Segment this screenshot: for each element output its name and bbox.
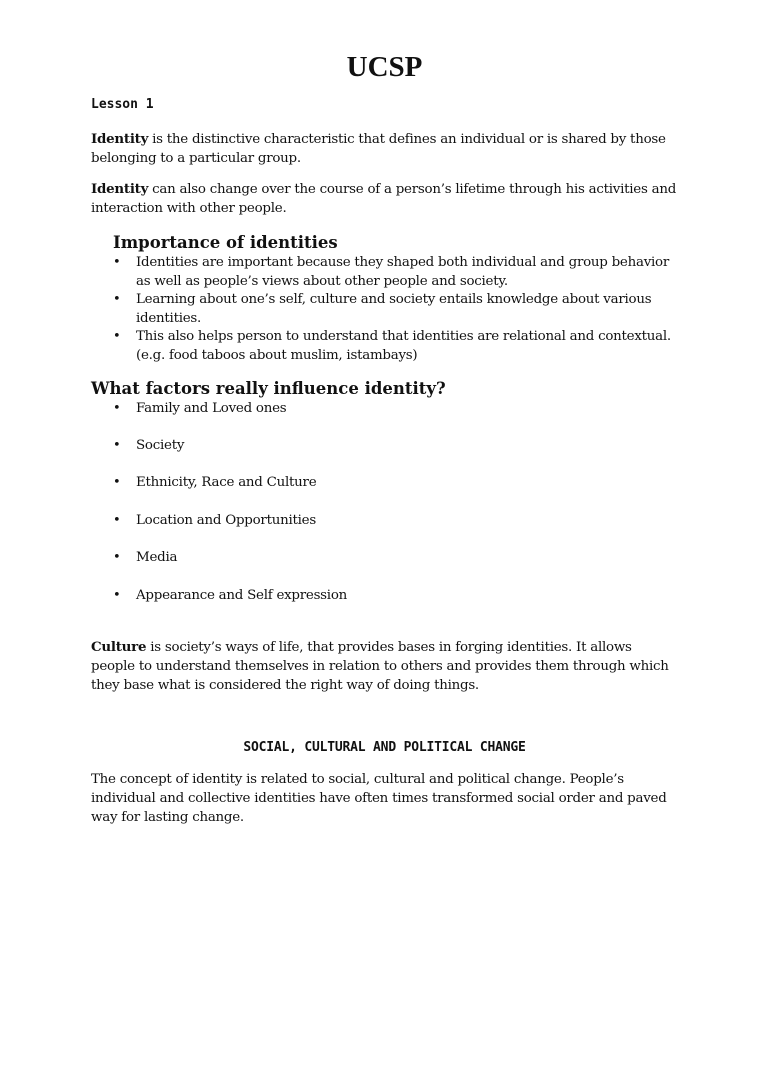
bullet-icon: • bbox=[113, 400, 121, 416]
importance-list bbox=[91, 254, 678, 366]
culture-term: Culture bbox=[91, 639, 147, 656]
importance-item-text: Learning about one’s self, culture and society entails knowledge about various identities. bbox=[136, 292, 652, 326]
bullet-icon: • bbox=[113, 292, 121, 308]
document-title: UCSP bbox=[346, 51, 423, 83]
list-item bbox=[91, 254, 678, 291]
list-item bbox=[91, 474, 678, 493]
factor-item-text: Ethnicity, Race and Culture bbox=[136, 475, 317, 491]
identity-change-paragraph bbox=[91, 180, 678, 218]
list-item bbox=[91, 512, 678, 531]
change-paragraph: The concept of identity is related to social, cultural and political change. People’s individual and collective identities have often times transformed social order and paved way for lasting change. bbox=[91, 772, 667, 826]
culture-paragraph bbox=[91, 638, 678, 695]
list-item bbox=[91, 587, 678, 606]
factor-item-text: Media bbox=[136, 550, 178, 566]
document-page bbox=[0, 50, 768, 1074]
list-item bbox=[91, 437, 678, 456]
culture-text: is society’s ways of life, that provides bases in forging identities. It allows people to understand themselves in relation to others and provides them through which they base what is considered the right way of doing things. bbox=[91, 640, 669, 694]
lesson-label: Lesson 1 bbox=[91, 97, 154, 112]
identity-term: Identity bbox=[91, 181, 149, 197]
importance-item-text: This also helps person to understand that identities are relational and contextual. (e.g. food taboos about muslim, istambays) bbox=[136, 329, 671, 363]
identity-term: Identity bbox=[91, 131, 149, 147]
bullet-icon: • bbox=[113, 437, 121, 453]
bullet-icon: • bbox=[113, 475, 121, 491]
bullet-icon: • bbox=[113, 550, 121, 566]
change-section-heading: SOCIAL, CULTURAL AND POLITICAL CHANGE bbox=[243, 740, 526, 756]
list-item bbox=[91, 549, 678, 568]
importance-heading: Importance of identities bbox=[113, 233, 338, 252]
identity-definition-paragraph bbox=[91, 130, 678, 168]
importance-item-text: Identities are important because they shaped both individual and group behavior as well as people’s views about other people and society. bbox=[136, 255, 670, 289]
factor-item-text: Appearance and Self expression bbox=[136, 587, 348, 603]
list-item bbox=[91, 328, 678, 365]
bullet-icon: • bbox=[113, 512, 121, 528]
factors-heading: What factors really influence identity? bbox=[91, 378, 446, 398]
list-item bbox=[91, 400, 678, 419]
identity-change-text: can also change over the course of a person’s lifetime through his activities and interaction with other people. bbox=[91, 182, 677, 216]
bullet-icon: • bbox=[113, 587, 121, 603]
bullet-icon: • bbox=[113, 329, 121, 345]
factor-item-text: Location and Opportunities bbox=[136, 512, 316, 528]
factor-item-text: Family and Loved ones bbox=[136, 400, 287, 416]
list-item bbox=[91, 291, 678, 328]
factors-list bbox=[91, 400, 678, 606]
identity-definition-text: is the distinctive characteristic that defines an individual or is shared by those belonging to a particular group. bbox=[91, 132, 666, 166]
bullet-icon: • bbox=[113, 255, 121, 270]
factor-item-text: Society bbox=[136, 437, 185, 453]
